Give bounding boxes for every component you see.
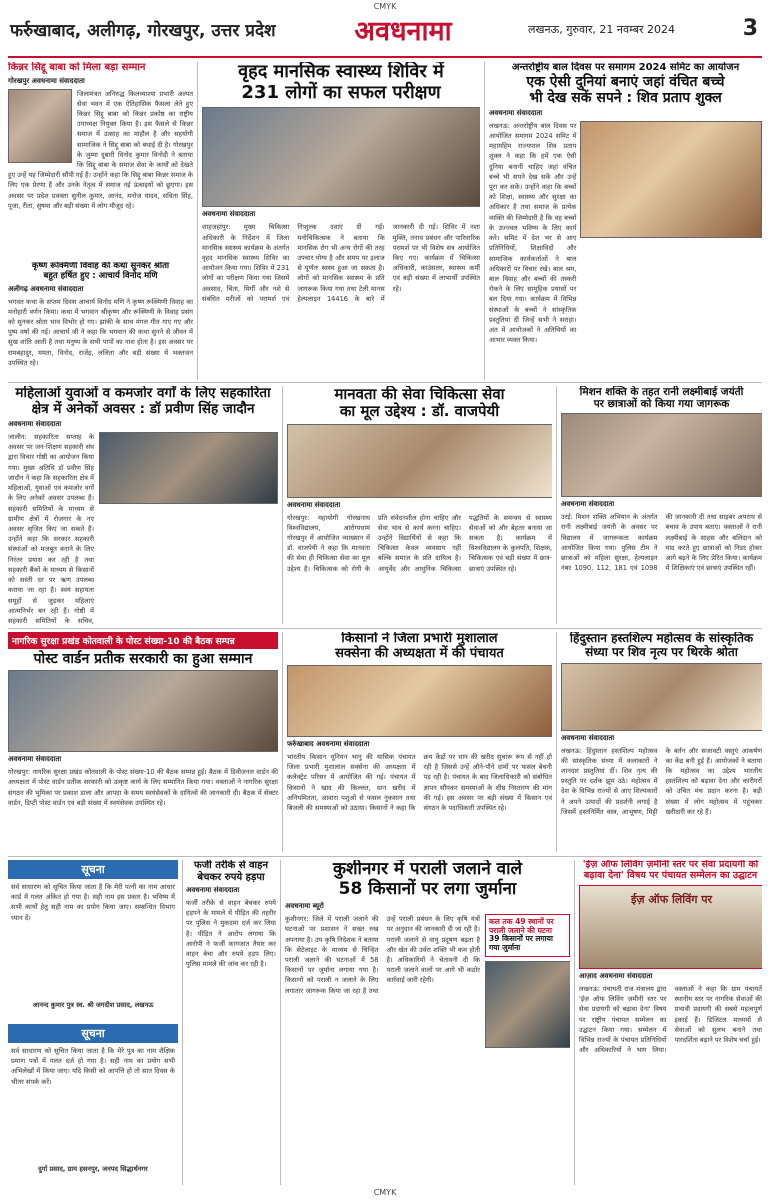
photo xyxy=(99,432,278,504)
headline-line2: सक्सेना की अध्यक्षता में की पंचायत xyxy=(335,645,504,661)
article-farmers-panchayat xyxy=(287,632,552,852)
notice-box-1 xyxy=(8,860,178,1020)
byline: अवधनामा संवाददाता xyxy=(8,420,62,429)
article-post-warden xyxy=(8,632,278,852)
headline-line2: का मूल उद्देश्य : डॉ. वाजपेयी xyxy=(339,402,500,421)
article-body: जिलामंत्रत अनिरुद्ध किलव्याश्या प्रभारी अल्पत सेवा भवन में एक ऐतिहासिक फैसला लेते हुए किन्नर सिद्दू बाबा को किन्नर प्रकोष्ठ का राष्ट्रीय उपाध्यक्ष नियुक्त किया है। इस फैसले से किन्नर समाज में उत्साह का माहौल है और सहयोगी सामाजिक ने सिद्दू बाबा को बधाई दी है। गोरखपुर के जुम्मा दुबारी विनोद कुमार विनोदी ने बताया कि सिद्दू बाबा के समाज सेवा के कार्यों को देखते हुए उन्हें यह जिम्मेदारी सौंपी गई है। उन्होंने कहा कि सिद्दू बाबा किन्नर समाज के लिए एक प्रेरणा हैं और उनके नेतृत्व में समाज नई ऊंचाइयों को छुएगा। इस अवसर पर प्रदेश प्रवक्ता सुनील कुमार, आनंद, मनोज यादव, सविता सिंह, पूजा, रीता, सुषमा और बड़ी संख्या में लोग मौजूद रहे। xyxy=(8,89,193,210)
stat-badge-line1: कल तक 49 स्थानों पर पराली जलाने की घटना xyxy=(489,917,554,935)
article-body: भारतीय किसान यूनियन भानु की मासिक पंचायत जिला प्रभारी मुशालाल सक्सेना की अध्यक्षता में कलेक्ट्रेट परिसर में आयोजित की गई। पंचायत में किसानों ने खाद की किल्लत, धान खरीद में अनियमितता, आवारा पशुओं से फसल नुकसान तथा बिजली की समस्याओं को उठाया। किसानों ने कहा कि क्रय केंद्रों पर धान की खरीद सुचारू रूप से नहीं हो रही है जिससे उन्हें औने-पौने दामों पर फसल बेचनी पड़ रही है। पंचायत के बाद जिलाधिकारी को संबोधित ज्ञापन सौंपकर समस्याओं के शीघ्र निस्तारण की मांग की गई। इस अवसर पर बड़ी संख्या में किसान एवं संगठन के पदाधिकारी उपस्थित रहे। xyxy=(287,752,552,812)
headline: 'ईज़ ऑफ लिविंग ज़मीनी स्तर पर सेवा प्रदायगी को xyxy=(582,860,759,870)
article-samagam-summit xyxy=(489,62,762,378)
column-divider xyxy=(484,62,485,380)
article-body: उरई: मिशन शक्ति अभियान के अंतर्गत रानी लक्ष्मीबाई जयंती के अवसर पर विद्यालय में जागरूकता कार्यक्रम आयोजित किया गया। पुलिस टीम ने छात्राओं को महिला सुरक्षा, हेल्पलाइन नंबर 1090, 112, 181 एवं 1098 की जानकारी दी तथा साइबर अपराध से बचाव के उपाय बताए। वक्ताओं ने रानी लक्ष्मीबाई के साहस और बलिदान को याद करते हुए छात्राओं को निडर होकर आगे बढ़ने के लिए प्रेरित किया। कार्यक्रम में शिक्षिकाएं एवं छात्राएं उपस्थित रहीं। xyxy=(561,513,762,573)
article-body: लखनऊ: हिंदुस्तान हस्तशिल्प महोत्सव की सांस्कृतिक संध्या में कलाकारों ने शानदार प्रस्तुतियां दीं। शिव नृत्य की प्रस्तुति पर दर्शक झूम उठे। महोत्सव में देश के विभिन्न राज्यों से आए शिल्पकारों ने अपने उत्पादों की प्रदर्शनी लगाई है जिसमें हस्तनिर्मित वस्त्र, आभूषण, मिट्टी के बर्तन और सजावटी वस्तुएं आकर्षण का केंद्र बनी हुई हैं। आयोजकों ने बताया कि महोत्सव का उद्देश्य भारतीय हस्तशिल्प को बढ़ावा देना और कारीगरों को उचित मंच प्रदान करना है। बड़ी संख्या में लोग महोत्सव में पहुंचकर खरीदारी कर रहे हैं। xyxy=(561,746,762,816)
stat-badge xyxy=(485,914,570,957)
byline: अवधनामा संवाददाता xyxy=(561,500,615,509)
column-divider xyxy=(280,860,281,1185)
photo xyxy=(580,121,762,238)
byline: फर्रुखाबाद अवधनामा संवाददाता xyxy=(287,739,370,748)
byline: अवधनामा ब्यूरो xyxy=(285,902,324,911)
headline-line2: बहुत हर्षित हुए : आचार्य विनोद मणि xyxy=(43,270,158,281)
article-body: लखनऊ: अन्तर्राष्ट्रीय बाल दिवस पर आयोजित समागम 2024 समिट में महामहिम राज्यपाल शिव प्रताप शुक्ल ने कहा कि हमें एक ऐसी दुनिया बनानी चाहिए जहां वंचित बच्चे भी सपने देख सकें और उन्हें पूरा कर सकें। उन्होंने कहा कि बच्चों को शिक्षा, स्वास्थ्य और सुरक्षा का अधिकार है तथा समाज के प्रत्येक व्यक्ति की जिम्मेदारी है कि वह बच्चों के उज्ज्वल भविष्य के लिए कार्य करे। समिट में देश भर से आए प्रतिनिधियों, शिक्षाविदों और सामाजिक कार्यकर्ताओं ने बाल अधिकारों पर विचार रखे। बाल श्रम, बाल विवाह और बच्चों की तस्करी रोकने के लिए सामूहिक प्रयासों पर बल दिया गया। कार्यक्रम में विभिन्न संस्थाओं के बच्चों ने सांस्कृतिक प्रस्तुतियां दीं जिन्हें सभी ने सराहा। अंत में आयोजकों ने अतिथियों का आभार व्यक्त किया। xyxy=(489,121,577,345)
byline: अवधनामा संवाददाता xyxy=(8,755,62,764)
article-krishna-rukmini xyxy=(8,262,193,377)
column-divider xyxy=(282,632,283,852)
headline-line2: क्षेत्र में अनेकों अवसर : डॉ प्रवीण सिंह जादौन xyxy=(31,400,255,417)
headline: कुशीनगर में पराली जलाने वाले xyxy=(332,860,523,879)
headline: महिलाओं युवाओं व कमजोर वर्गों के लिए सहकारिता xyxy=(15,386,271,401)
photo xyxy=(8,89,72,163)
byline: अवधनामा संवाददाता xyxy=(287,500,341,509)
headline-line2: संध्या पर शिव नृत्य पर थिरके श्रोता xyxy=(585,644,738,659)
photo xyxy=(579,885,762,969)
masthead xyxy=(8,12,762,54)
edition-cities: फर्रुखाबाद, अलीगढ़, गोरखपुर, उत्तर प्रदेश xyxy=(10,21,276,41)
photo xyxy=(485,961,570,1048)
column-divider xyxy=(556,386,557,624)
page-number: 3 xyxy=(742,16,758,41)
byline: आज़ाद अवधनामा संवाददाता xyxy=(579,971,653,980)
headline-line2: 231 लोगों का सफल परीक्षण xyxy=(241,81,441,103)
photo xyxy=(202,107,480,207)
headline: फर्जी तरीके से वाहन xyxy=(194,860,268,871)
byline: अवधनामा संवाददाता xyxy=(561,733,615,742)
article-stubble-burning xyxy=(285,860,570,1185)
notice-body: सर्व साधारण को सूचित किया जाता है कि मेरी पत्नी का नाम आधार कार्ड में गलत अंकित हो गया है। सही नाम इस प्रकार है। भविष्य में सभी कार्यों हेतु सही नाम का प्रयोग किया जाए। सम्बन्धित विभाग ध्यान दें। xyxy=(11,883,175,922)
headline: मिशन शक्ति के तहत रानी लक्ष्मीबाई जयंती xyxy=(579,386,744,398)
headline: हिंदुस्तान हस्तशिल्प महोत्सव के सांस्कृतिक xyxy=(569,632,754,645)
column-divider xyxy=(282,386,283,624)
kicker: नागरिक सुरक्षा प्रखंड कोतवाली के पोस्ट संख्या-10 की बैठक सम्पन्न xyxy=(8,632,278,649)
article-handicraft-festival xyxy=(561,632,762,852)
article-body: जालौन: सहकारिता सप्ताह के अवसर पर जन-शिक्षण सहकारी संघ द्वारा विचार गोष्ठी का आयोजन किया गया। मुख्य अतिथि डॉ प्रवीण सिंह जादौन ने कहा कि सहकारिता क्षेत्र में महिलाओं, युवाओं एवं कमजोर वर्गों के लिए अनेकों अवसर उपलब्ध हैं। सहकारी समितियों के माध्यम से ग्रामीण क्षेत्रों में रोजगार के नए अवसर सृजित किए जा सकते हैं। उन्होंने कहा कि सरकार सहकारी संस्थाओं को मजबूत बनाने के लिए निरंतर प्रयास कर रही है तथा सहकारी बैंकों के माध्यम से किसानों को सस्ती दर पर ऋण उपलब्ध कराया जा रहा है। स्वयं सहायता समूहों से जुड़कर महिलाएं आत्मनिर्भर बन रही हैं। गोष्ठी में सहकारी समितियों के सचिव, xyxy=(8,433,94,624)
section-divider xyxy=(8,382,762,383)
headline: किसानों ने जिला प्रभारी मुशालाल xyxy=(341,632,498,646)
article-mission-shakti xyxy=(561,386,762,624)
article-kinnar-sidu-baba xyxy=(8,62,193,260)
article-body: लखनऊ: पंचायती राज मंत्रालय द्वारा 'ईज़ ऑफ लिविंग ज़मीनी स्तर पर सेवा प्रदायगी को बढ़ावा देना' विषय पर राष्ट्रीय पंचायत सम्मेलन का उद्घाटन किया गया। सम्मेलन में विभिन्न राज्यों के पंचायत प्रतिनिधियों और अधिकारियों ने भाग लिया। वक्ताओं ने कहा कि ग्राम पंचायतें स्थानीय स्तर पर नागरिक सेवाओं की प्रभावी प्रदायगी की सबसे महत्वपूर्ण इकाई हैं। डिजिटल माध्यमों से सेवाओं को सुलभ बनाने तथा पारदर्शिता बढ़ाने पर विशेष चर्चा हुई। xyxy=(579,984,762,1055)
photo xyxy=(8,670,278,752)
headline: पोस्ट वार्डन प्रतीक सरकारी का हुआ सम्मान xyxy=(33,651,253,667)
kicker: अन्तर्राष्ट्रीय बाल दिवस पर समागम 2024 समिट का आयोजन xyxy=(511,62,740,73)
column-divider xyxy=(182,860,183,1185)
article-body: शाहजहांपुर: मुख्य चिकित्सा अधिकारी के निर्देशन में जिला मानसिक स्वास्थ्य कार्यक्रम के अंतर्गत वृहद मानसिक स्वास्थ्य शिविर का आयोजन किया गया। शिविर में 231 लोगों का परीक्षण किया गया जिसमें अवसाद, चिंता, मिर्गी और नशे से संबंधित मरीजों को परामर्श एवं निःशुल्क दवाएं दी गईं। मनोचिकित्सक ने बताया कि मानसिक रोग भी अन्य रोगों की तरह उपचार योग्य है और समय पर इलाज से पूर्णतः स्वस्थ हुआ जा सकता है। लोगों को मानसिक स्वास्थ्य के प्रति जागरूक किया गया तथा टेली मानस हेल्पलाइन 14416 के बारे में जानकारी दी गई। शिविर में नशा मुक्ति, तनाव प्रबंधन और पारिवारिक परामर्श पर भी विशेष सत्र आयोजित किए गए। कार्यक्रम में चिकित्सा अधिकारी, काउंसलर, स्वास्थ्य कर्मी एवं बड़ी संख्या में लाभार्थी उपस्थित रहे। xyxy=(202,223,480,303)
issue-date: लखनऊ, गुरुवार, 21 नवम्बर 2024 xyxy=(528,23,675,36)
article-cooperative-sector xyxy=(8,386,278,624)
stat-badge-line2: 39 किसानों पर लगाया गया जुर्माना xyxy=(489,934,553,952)
column-divider xyxy=(574,860,575,1185)
headline-line2: बेचकर रुपये हड़पा xyxy=(197,871,265,883)
byline: अवधनामा संवाददाता xyxy=(202,210,256,219)
headline: एक ऐसी दुनियां बनाएं जहां वंचित बच्चे xyxy=(526,73,725,90)
article-body: कुशीनगर: जिले में पराली जलाने की घटनाओं पर प्रशासन ने सख्त रुख अपनाया है। उप कृषि निदेशक ने बताया कि सेटेलाइट के माध्यम से चिन्हित पराली जलाने की घटनाओं में 58 किसानों पर जुर्माना लगाया गया है। किसानों को पराली न जलाने के लिए लगातार जागरूक किया जा रहा है तथा उन्हें पराली प्रबंधन के लिए कृषि यंत्रों पर अनुदान की जानकारी दी जा रही है। पराली जलाने से वायु प्रदूषण बढ़ता है और खेत की उर्वरा शक्ति भी कम होती है। अधिकारियों ने चेतावनी दी कि पराली जलाने वालों पर आगे भी कठोर कार्रवाई जारी रहेगी। xyxy=(285,915,480,995)
headline: कृष्ण रूक्मिणी विवाह की कथा सुनकर श्रोता xyxy=(31,262,170,271)
headline-line2: 58 किसानों पर लगा जुर्माना xyxy=(338,878,517,899)
stage-banner-text: ईज़ ऑफ लिविंग पर xyxy=(631,892,712,906)
notice-signature: आनन्द कुमार पुत्र स्व. श्री जगदीश प्रसाद, लखनऊ xyxy=(32,1001,154,1009)
article-body: भगवत कथा के सप्तम दिवस आचार्य विनोद मणि ने कृष्ण रूक्मिणी विवाह का मनोहारी वर्णन किया। कथा में भगवान श्रीकृष्ण और रूक्मिणी के विवाह प्रसंग को सुनकर श्रोता भाव विभोर हो गए। झांकी के साथ मंगल गीत गाए गए और पुष्प वर्षा की गई। आचार्य जी ने कहा कि भगवान की कथा सुनने से जीवन में सुख शांति आती है तथा मनुष्य के सभी पापों का नाश होता है। इस अवसर पर रामबहादुर, ममता, विनोद, राजेंद्र, ललिता और बड़ी संख्या में भक्तजन उपस्थित रहे। xyxy=(8,297,193,367)
headline-line2: भी देख सकें सपने : शिव प्रताप शुक्ल xyxy=(529,89,722,106)
notice-title: सूचना xyxy=(8,1024,178,1043)
masthead-rule xyxy=(8,56,762,58)
headline: मानवता की सेवा चिकित्सा सेवा xyxy=(334,386,505,403)
headline: किन्नर सिद्दू बाबा को मिला बड़ा सम्मान xyxy=(8,62,146,73)
photo xyxy=(287,665,552,737)
newspaper-logo: अवधनामा xyxy=(354,16,452,47)
headline: वृहद मानसिक स्वास्थ्य शिविर में xyxy=(238,62,444,82)
article-mental-health-camp xyxy=(202,62,480,378)
cmyk-mark-bottom: CMYK xyxy=(373,1188,397,1197)
byline: गोरखपुर अवधनामा संवाददाता xyxy=(8,76,85,85)
byline: अवधनामा संवाददाता xyxy=(186,886,240,894)
section-divider xyxy=(8,628,762,629)
article-fake-vehicle xyxy=(186,860,276,1185)
cmyk-mark: CMYK xyxy=(373,2,397,11)
article-body: गोरखपुर: नागरिक सुरक्षा प्रखंड कोतवाली के पोस्ट संख्या-10 की बैठक सम्पन्न हुई। बैठक में डिवीजनल वार्डन की अध्यक्षता में पोस्ट वार्डन प्रतीक सरकारी को उत्कृष्ट कार्य के लिए सम्मानित किया गया। वक्ताओं ने नागरिक सुरक्षा संगठन की भूमिका पर प्रकाश डाला और आपदा के समय स्वयंसेवकों के दायित्वों की जानकारी दी। बैठक में सेक्टर वार्डन, डिप्टी पोस्ट वार्डन एवं बड़ी संख्या में स्वयंसेवक उपस्थित रहे। xyxy=(8,768,278,807)
byline: अलीगढ़ अवधनामा संवाददाता xyxy=(8,284,84,293)
photo xyxy=(561,413,762,497)
headline-line2: पर छात्राओं को किया गया जागरूक xyxy=(593,398,730,411)
photo xyxy=(287,424,552,498)
byline: अवधनामा संवाददाता xyxy=(489,108,543,117)
column-divider xyxy=(197,62,198,380)
notice-box-2 xyxy=(8,1024,178,1184)
notice-body: सर्व साधारण को सूचित किया जाता है कि मेरे पुत्र का नाम शैक्षिक प्रमाण पत्रों में गलत दर्ज हो गया है। सही नाम का प्रयोग सभी अभिलेखों में किया जाए। यदि किसी को आपत्ति हो तो सात दिवस के भीतर संपर्क करें। xyxy=(11,1047,175,1086)
article-panchayat-conference xyxy=(579,860,762,1185)
headline-line2: बढ़ावा देना' विषय पर पंचायत सम्मेलन का उद्घाटन xyxy=(583,869,758,881)
article-body: फर्जी तरीके से वाहन बेचकर रुपये हड़पने के मामले में पीड़ित की तहरीर पर पुलिस ने मुकदमा दर्ज कर लिया है। पीड़ित ने आरोप लगाया कि आरोपी ने फर्जी कागजात तैयार कर वाहन बेचा और रुपये हड़प लिए। पुलिस मामले की जांच कर रही है। xyxy=(186,899,276,969)
photo xyxy=(561,663,762,731)
article-medical-service xyxy=(287,386,552,624)
article-body: गोरखपुर: महायोगी गोरखनाथ विश्वविद्यालय, आरोग्यधाम गोरखपुर में आयोजित व्याख्यान में डॉ. वाजपेयी ने कहा कि मानवता की सेवा ही चिकित्सा सेवा का मूल उद्देश्य है। चिकित्सक को रोगी के प्रति संवेदनशील होना चाहिए और सेवा भाव से कार्य करना चाहिए। उन्होंने विद्यार्थियों से कहा कि चिकित्सा केवल व्यवसाय नहीं बल्कि समाज के प्रति दायित्व है। आयुर्वेद और आधुनिक चिकित्सा पद्धतियों के समन्वय से स्वास्थ्य सेवाओं को और बेहतर बनाया जा सकता है। कार्यक्रम में विश्वविद्यालय के कुलपति, शिक्षक, चिकित्सक एवं बड़ी संख्या में छात्र-छात्राएं उपस्थित रहे। xyxy=(287,513,552,573)
column-divider xyxy=(556,632,557,852)
notice-signature: दुर्गा प्रसाद, ग्राम हसनपुर, जनपद सिद्धार्थनगर xyxy=(38,1165,148,1173)
section-divider xyxy=(8,856,762,857)
notice-title: सूचना xyxy=(8,860,178,879)
